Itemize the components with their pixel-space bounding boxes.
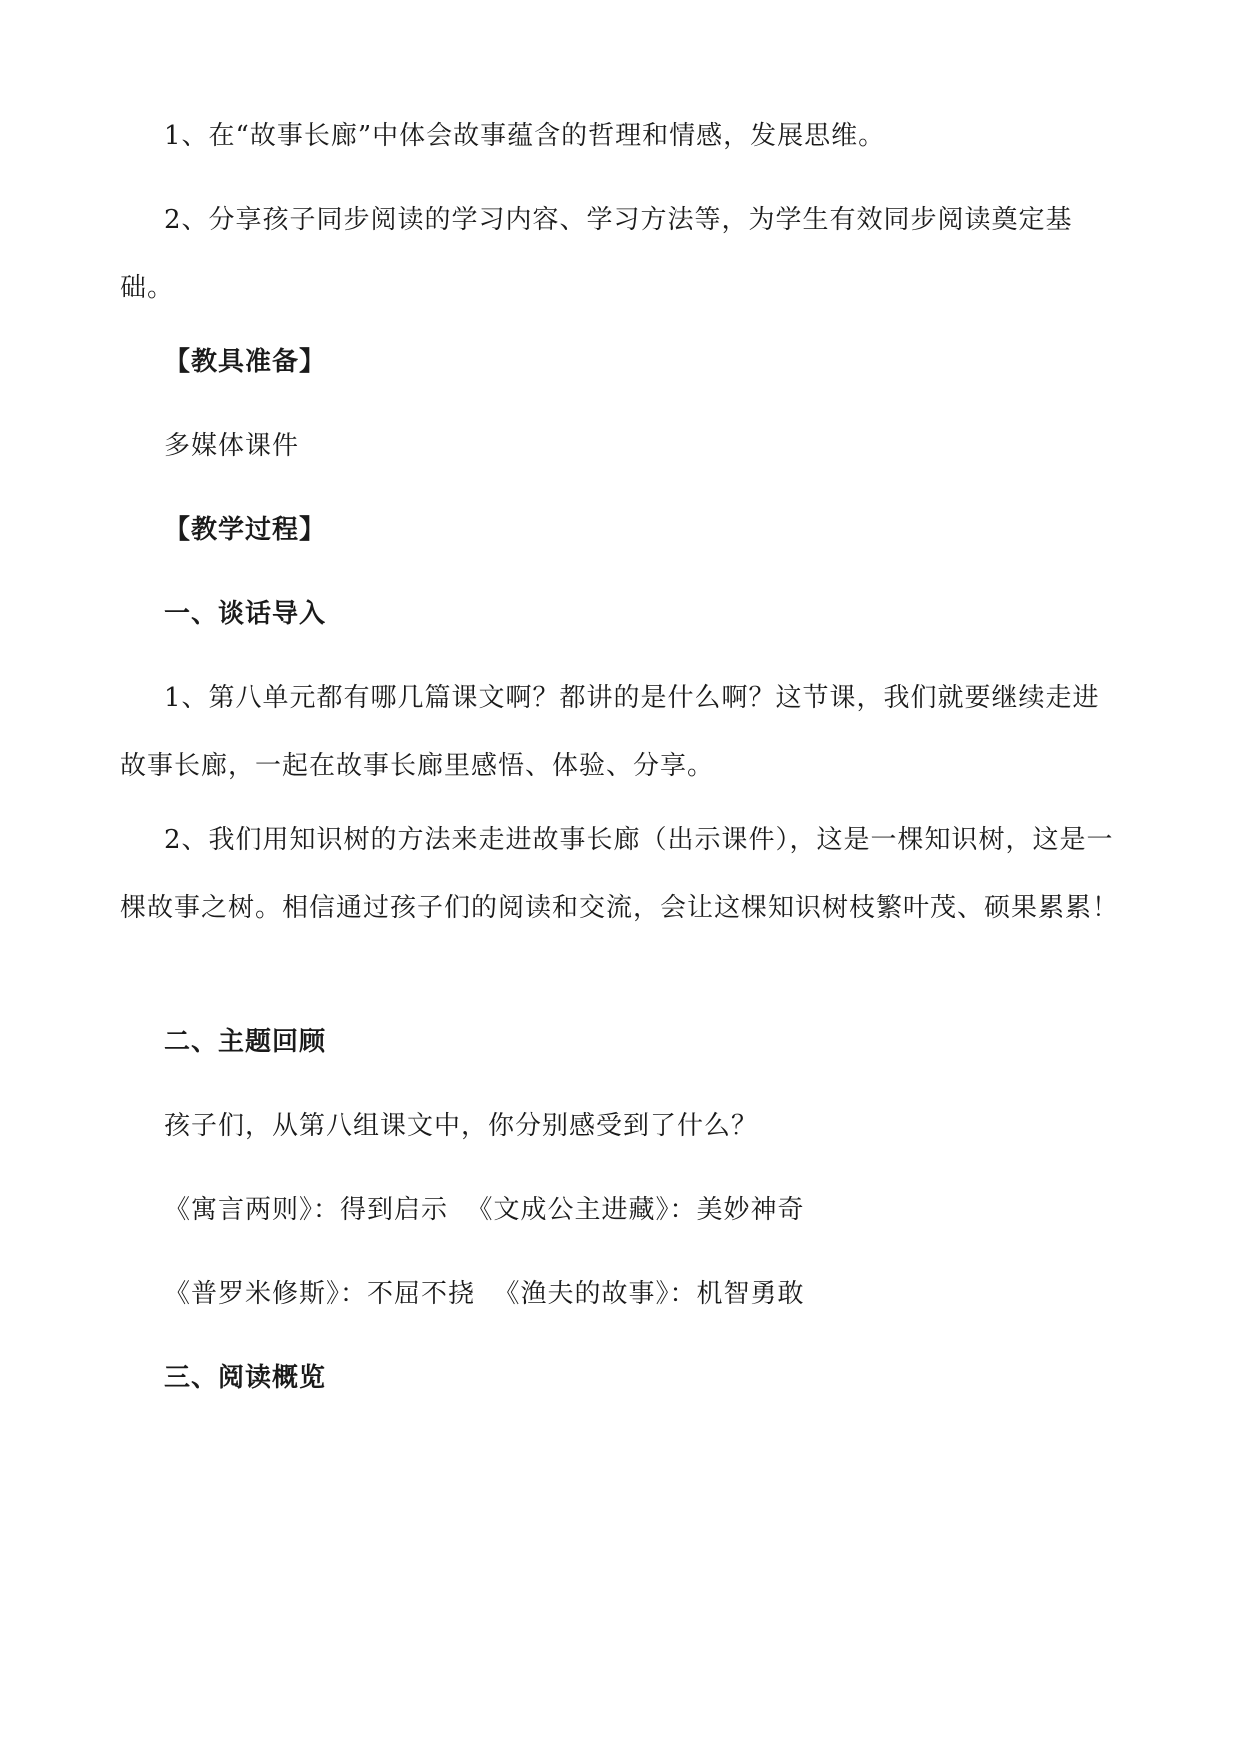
materials-text: 多媒体课件 bbox=[164, 431, 300, 461]
process-heading: 【教学过程】 bbox=[164, 515, 327, 545]
section-1-paragraph-1: 1、第八单元都有哪几篇课文啊？都讲的是什么啊？这节课，我们就要继续走进故事长廊，一起在故事长廊里感悟、体验、分享。 bbox=[120, 683, 1100, 781]
section-2-question: 孩子们，从第八组课文中，你分别感受到了什么？ bbox=[164, 1111, 759, 1141]
materials-heading: 【教具准备】 bbox=[164, 347, 327, 377]
section-2-summary-row-2: 《普罗米修斯》：不屈不挠 《渔夫的故事》：机智勇敢 bbox=[164, 1279, 805, 1309]
section-1-paragraph-2: 2、我们用知识树的方法来走进故事长廊（出示课件），这是一棵知识树，这是一棵故事之树。相信通过孩子们的阅读和交流，会让这棵知识树枝繁叶茂、硕果累累！ bbox=[120, 825, 1120, 923]
section-1-heading: 一、谈话导入 bbox=[164, 599, 327, 629]
goal-item-1: 1、在“故事长廊”中体会故事蕴含的哲理和情感，发展思维。 bbox=[164, 121, 886, 151]
section-2-heading: 二、主题回顾 bbox=[164, 1027, 327, 1057]
section-2-summary-row-1: 《寓言两则》：得到启示 《文成公主进藏》：美妙神奇 bbox=[164, 1195, 805, 1225]
section-3-heading: 三、阅读概览 bbox=[164, 1363, 327, 1393]
goal-item-2: 2、分享孩子同步阅读的学习内容、学习方法等，为学生有效同步阅读奠定基础。 bbox=[120, 205, 1073, 303]
